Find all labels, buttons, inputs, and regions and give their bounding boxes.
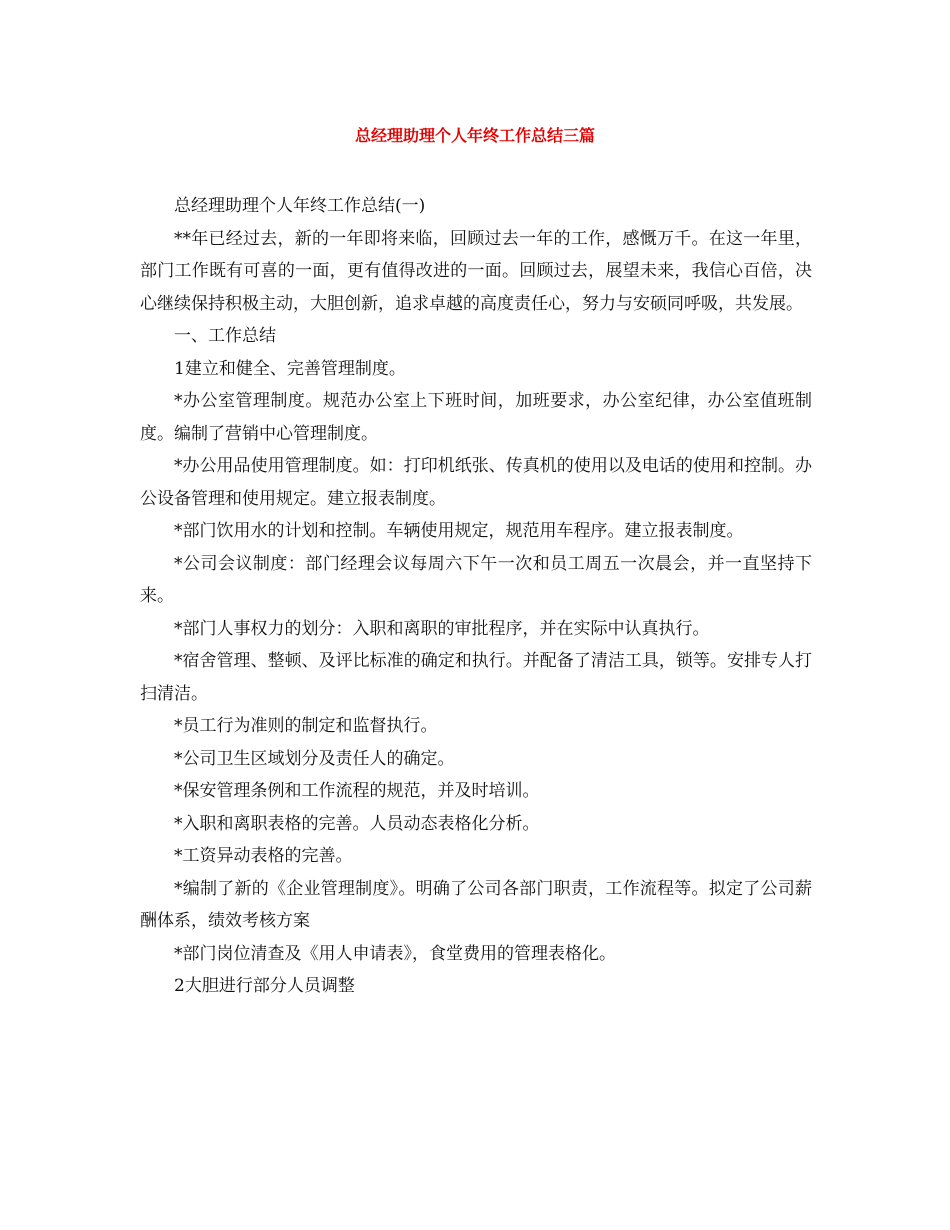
list-heading-1: 1建立和健全、完善管理制度。 (174, 358, 406, 379)
list-item: *办公用品使用管理制度。如：打印机纸张、传真机的使用以及电话的使用和控制。办公设备管理和使用规定。建立报表制度。 (140, 456, 812, 509)
section-heading-work-summary: 一、工作总结 (174, 326, 276, 346)
list-item: *编制了新的《企业管理制度》。明确了公司各部门职责，工作流程等。拟定了公司薪酬体系，绩效考核方案 (140, 878, 812, 931)
list-item: *部门人事权力的划分：入职和离职的审批程序，并在实际中认真执行。 (174, 618, 710, 639)
list-item: *部门岗位清查及《用人申请表》，食堂费用的管理表格化。 (174, 943, 616, 964)
list-item: *部门饮用水的计划和控制。车辆使用规定，规范用车程序。建立报表制度。 (174, 521, 744, 541)
list-item: *办公室管理制度。规范办公室上下班时间，加班要求，办公室纪律，办公室值班制度。编制了营销中心管理制度。 (140, 391, 812, 444)
document-body (140, 190, 812, 1003)
list-item: *入职和离职表格的完善。人员动态表格化分析。 (174, 813, 540, 834)
list-item: *工资异动表格的完善。 (174, 846, 353, 866)
list-item: *保安管理条例和工作流程的规范，并及时培训。 (174, 781, 540, 801)
list-heading-2: 2大胆进行部分人员调整 (174, 976, 355, 996)
list-item: *宿舍管理、整顿、及评比标准的确定和执行。并配备了清洁工具，锁等。安排专人打扫清洁。 (140, 651, 812, 704)
document-title: 总经理助理个人年终工作总结三篇 (354, 126, 595, 145)
list-item: *员工行为准则的制定和监督执行。 (174, 716, 438, 736)
list-item: *公司会议制度：部门经理会议每周六下午一次和员工周五一次晨会，并一直坚持下来。 (140, 553, 812, 606)
heading-part-one: 总经理助理个人年终工作总结(一) (174, 196, 426, 216)
list-item: *公司卫生区域划分及责任人的确定。 (174, 748, 455, 769)
paragraph-intro: **年已经过去，新的一年即将来临，回顾过去一年的工作，感慨万千。在这一年里，部门工作既有可喜的一面，更有值得改进的一面。回顾过去，展望未来，我信心百倍，决心继续保持积极主动，大胆创新，追求卓越的高度责任心，努力与安硕同呼吸，共发展。 (140, 228, 812, 314)
